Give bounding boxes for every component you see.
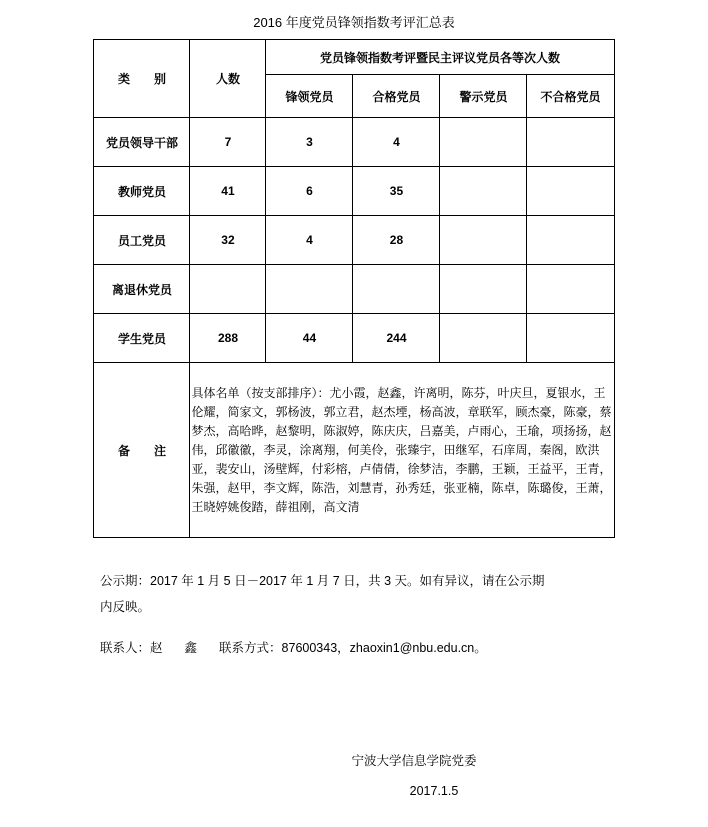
table-row [94, 265, 614, 314]
header-category-label: 类 别 [117, 72, 172, 86]
contact-block [100, 636, 615, 660]
remark-label: 备 注 [94, 363, 190, 538]
remark-row [94, 363, 614, 538]
header-sub-warning: 警示党员 [440, 75, 527, 118]
row-warning [440, 265, 527, 314]
row-category: 党员领导干部 [94, 118, 190, 167]
row-qualified [353, 265, 440, 314]
row-excellent: 6 [266, 167, 353, 216]
row-count: 32 [190, 216, 266, 265]
row-excellent: 44 [266, 314, 353, 363]
row-unqualified [527, 216, 614, 265]
header-sub-qualified: 合格党员 [353, 75, 440, 118]
row-qualified: 28 [353, 216, 440, 265]
header-sub-unqualified: 不合格党员 [527, 75, 614, 118]
row-count: 288 [190, 314, 266, 363]
row-category: 学生党员 [94, 314, 190, 363]
remark-text: 具体名单（按支部排序）：尤小霞，赵鑫，许离明，陈芬，叶庆旦，夏银水，王伦耀，简家文，郭杨波，郭立君，赵杰堙，杨高波，章联军，顾杰豪，陈豪，蔡梦杰，高哈晔，赵黎明，陈淑婷，陈庆庆，吕嘉美，卢雨心，王瑜，项扬扬，赵伟，邱徽徽，李灵，涂离翔，何美伶，张臻宇，田继军，石庠周，秦阁，欧洪亚，裴安山，汤壁辉，付彩榕，卢倩倩，徐梦洁，李鹏，王颖，王益平，王青，朱强，赵甲，李文辉，陈浩，刘慧青，孙秀廷，张亚楠，陈卓，陈璐俊，王萧，王晓婷姚俊踏，薛祖刚，高文清 [190, 363, 614, 538]
page-title: 2016 年度党员锋领指数考评汇总表 [253, 15, 455, 30]
contact-method-label: 联系方式： [219, 641, 282, 655]
table-row [94, 314, 614, 363]
row-warning [440, 216, 527, 265]
summary-table [93, 39, 614, 538]
row-excellent [266, 265, 353, 314]
signature-block [0, 746, 708, 806]
contact-person-name: 鑫 [184, 641, 198, 655]
notice-line-2: 内反映。 [100, 600, 151, 614]
row-excellent: 4 [266, 216, 353, 265]
header-group: 党员锋领指数考评暨民主评议党员各等次人数 [266, 40, 614, 75]
table-row [94, 118, 614, 167]
document-page [0, 12, 708, 827]
row-count [190, 265, 266, 314]
row-unqualified [527, 167, 614, 216]
contact-method-value: 87600343，zhaoxin1@nbu.edu.cn。 [281, 641, 487, 655]
row-unqualified [527, 118, 614, 167]
row-qualified: 35 [353, 167, 440, 216]
table-row [94, 167, 614, 216]
row-excellent: 3 [266, 118, 353, 167]
table-header-row-1 [94, 40, 614, 75]
row-category: 离退休党员 [94, 265, 190, 314]
row-qualified: 244 [353, 314, 440, 363]
signature-org: 宁波大学信息学院党委 [351, 754, 477, 768]
header-sub-excellent: 锋领党员 [266, 75, 353, 118]
header-count: 人数 [190, 40, 266, 118]
header-category [94, 40, 190, 118]
row-qualified: 4 [353, 118, 440, 167]
row-unqualified [527, 265, 614, 314]
notice-line-1: 公示期：2017 年 1 月 5 日－2017 年 1 月 7 日，共 3 天。如有异议，请在公示期 [100, 574, 545, 588]
row-unqualified [527, 314, 614, 363]
notice-block [100, 568, 615, 620]
row-count: 7 [190, 118, 266, 167]
row-category: 员工党员 [94, 216, 190, 265]
row-count: 41 [190, 167, 266, 216]
table-row [94, 216, 614, 265]
row-warning [440, 167, 527, 216]
contact-person-label: 联系人：赵 [100, 641, 163, 655]
row-category: 教师党员 [94, 167, 190, 216]
row-warning [440, 118, 527, 167]
row-warning [440, 314, 527, 363]
signature-date: 2017.1.5 [409, 784, 459, 798]
